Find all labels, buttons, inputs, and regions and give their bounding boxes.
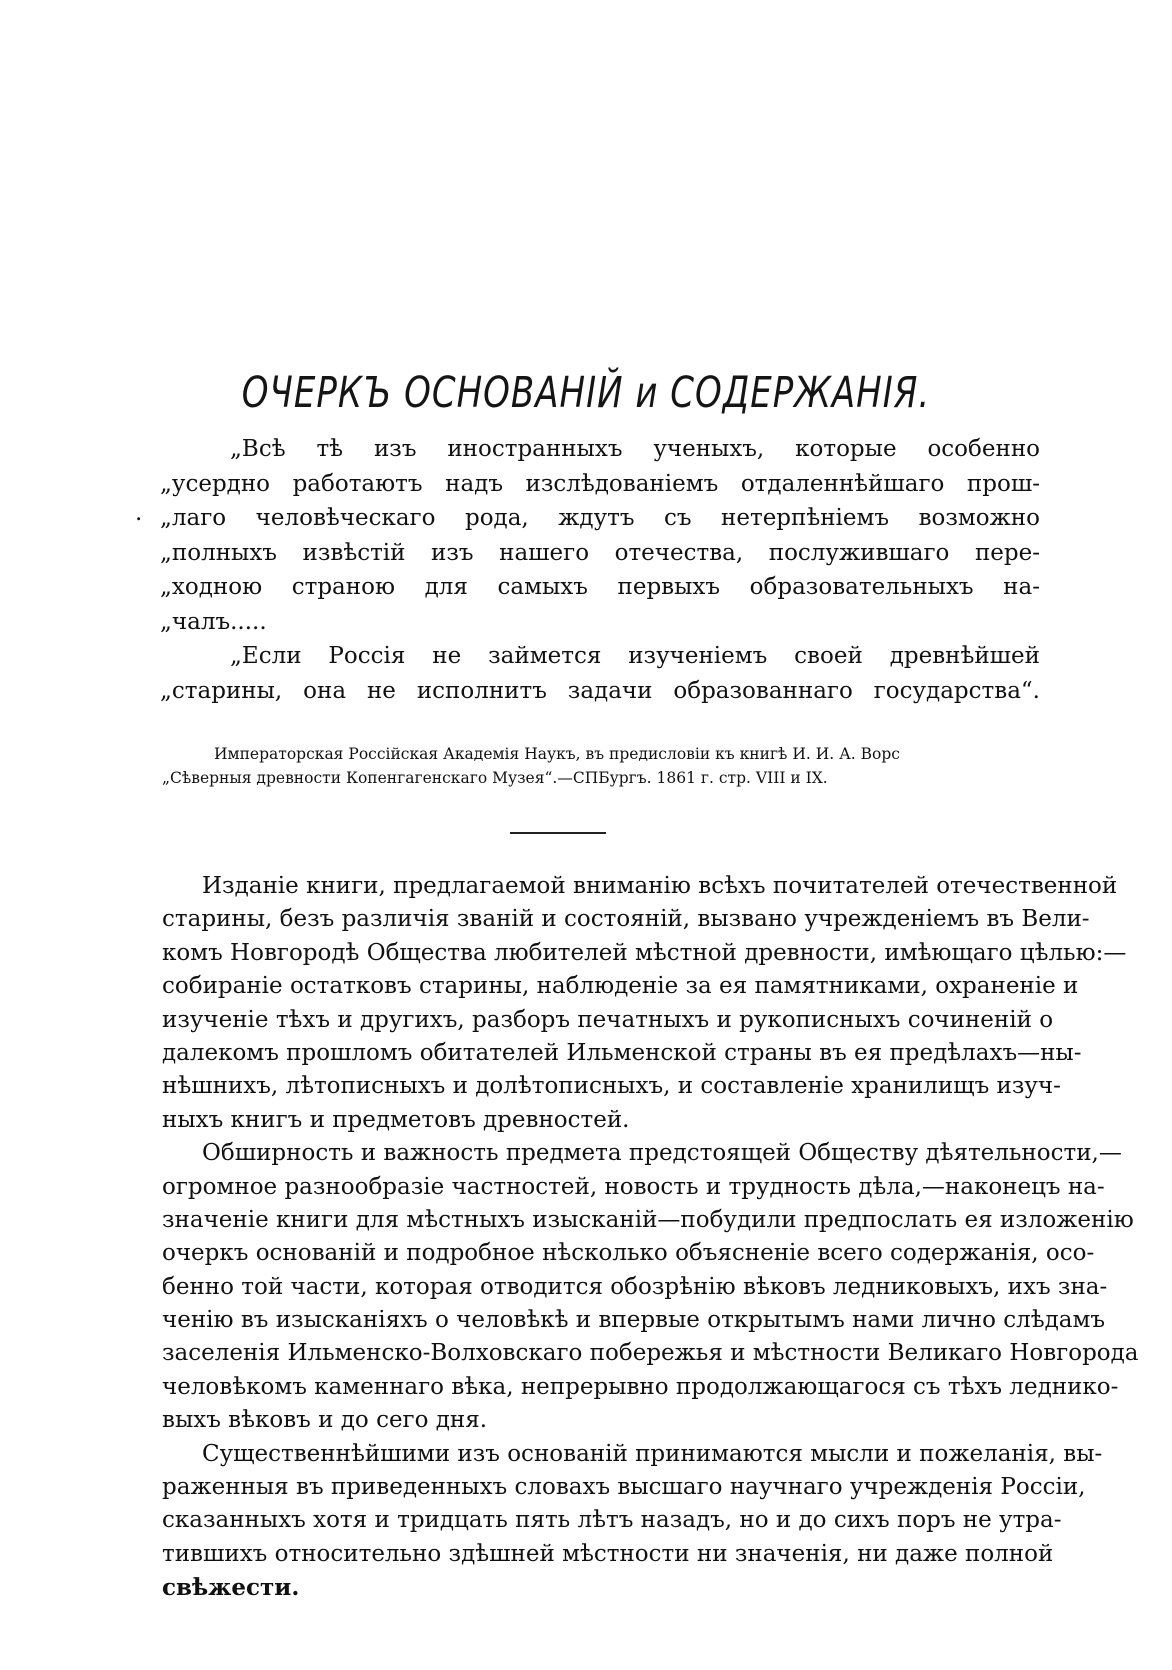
paragraph-line: очеркъ основаній и подробное нѣсколько объясненіе всего содержанія, осо- — [162, 1240, 1095, 1267]
paragraph-line: заселенія Ильменско-Волховскаго побережья и мѣстности Великаго Новгорода — [162, 1340, 1139, 1367]
paragraph-line: раженныя въ приведенныхъ словахъ высшаго научнаго учрежденія Россіи, — [162, 1474, 1086, 1501]
paragraph-line: Обширность и важность предмета предстоящей Обществу дѣятельности,— — [202, 1140, 1122, 1167]
paragraph-line: значеніе книги для мѣстныхъ изысканій—побудили предпослать ея изложенію — [162, 1206, 1134, 1233]
stray-mark: . — [135, 500, 143, 526]
epigraph-line: „лаго человѣческаго рода, ждутъ съ нетерпѣніемъ возможно — [160, 505, 1040, 531]
source-line: „Сѣверныя древности Копенгагенскаго Музея“.—СПБургъ. 1861 г. стр. VIII и IX. — [162, 769, 828, 787]
paragraph-line: далекомъ прошломъ обитателей Ильменской страны въ ея предѣлахъ—ны- — [162, 1039, 1082, 1066]
paragraph-line: ныхъ книгъ и предметовъ древностей. — [162, 1106, 630, 1133]
paragraph-line: выхъ вѣковъ и до сего дня. — [162, 1407, 488, 1434]
paragraph-line: нѣшнихъ, лѣтописныхъ и долѣтописныхъ, и составленіе хранилищъ изуч- — [162, 1073, 1061, 1100]
paragraph-line: собираніе остатковъ старины, наблюденіе за ея памятниками, охраненіе и — [162, 973, 1079, 1000]
paragraph-line: ченію въ изысканіяхъ о человѣкѣ и впервые открытымъ нами лично слѣдамъ — [162, 1307, 1106, 1334]
paragraph-line: Существеннѣйшими изъ основаній принимаются мысли и пожеланія, вы- — [202, 1440, 1103, 1467]
paragraph-line: огромное разнообразіе частностей, новость и трудность дѣла,—наконецъ на- — [162, 1173, 1105, 1200]
paragraph-line: человѣкомъ каменнаго вѣка, непрерывно продолжающагося съ тѣхъ леднико- — [162, 1373, 1119, 1400]
epigraph-source — [162, 742, 1042, 790]
paragraph-line: бенно той части, которая отводится обозрѣнію вѣковъ ледниковыхъ, ихъ зна- — [162, 1273, 1108, 1300]
paragraph-line: сказанныхъ хотя и тридцать пять лѣтъ назадъ, но и до сихъ поръ не утра- — [162, 1507, 1062, 1534]
epigraph-line: „Всѣ тѣ изъ иностранныхъ ученыхъ, которые особенно — [230, 436, 1040, 462]
paragraph-line: Изданіе книги, предлагаемой вниманію всѣхъ почитателей отечественной — [202, 873, 1118, 899]
epigraph-line: „старины, она не исполнитъ задачи образованнаго государства“. — [160, 677, 1040, 704]
paragraph-line: свѣжести. — [162, 1574, 300, 1602]
body-text — [162, 870, 1139, 1605]
paragraph-line: комъ Новгородѣ Общества любителей мѣстной древности, имѣющаго цѣлью:— — [162, 939, 1127, 966]
source-line: Императорская Россійская Академія Наукъ, въ предисловіи къ книгѣ И. И. А. Ворс — [214, 745, 900, 763]
paragraph-line: изученіе тѣхъ и другихъ, разборъ печатныхъ и рукописныхъ сочиненій о — [162, 1006, 1054, 1033]
page-title: ОЧЕРКЪ ОСНОВАНІЙ и СОДЕРЖАНІЯ. — [241, 368, 931, 418]
epigraph-line: „Если Россія не займется изученіемъ своей древнѣйшей — [230, 643, 1040, 669]
epigraph-line: „чалъ..... — [160, 608, 267, 635]
paragraph-line: тившихъ относительно здѣшней мѣстности ни значенія, ни даже полной — [162, 1540, 1054, 1567]
epigraph-line: „ходною страною для самыхъ первыхъ образовательныхъ на- — [160, 574, 1040, 600]
epigraph-line: „полныхъ извѣстій изъ нашего отечества, послужившаго пере- — [160, 539, 1040, 566]
epigraph-quote — [160, 432, 1040, 708]
epigraph-line: „усердно работаютъ надъ изслѣдованіемъ отдаленнѣйшаго прош- — [160, 470, 1040, 497]
section-divider — [510, 832, 606, 834]
paragraph-line: старины, безъ различія званій и состояній, вызвано учрежденіемъ въ Вели- — [162, 906, 1090, 933]
